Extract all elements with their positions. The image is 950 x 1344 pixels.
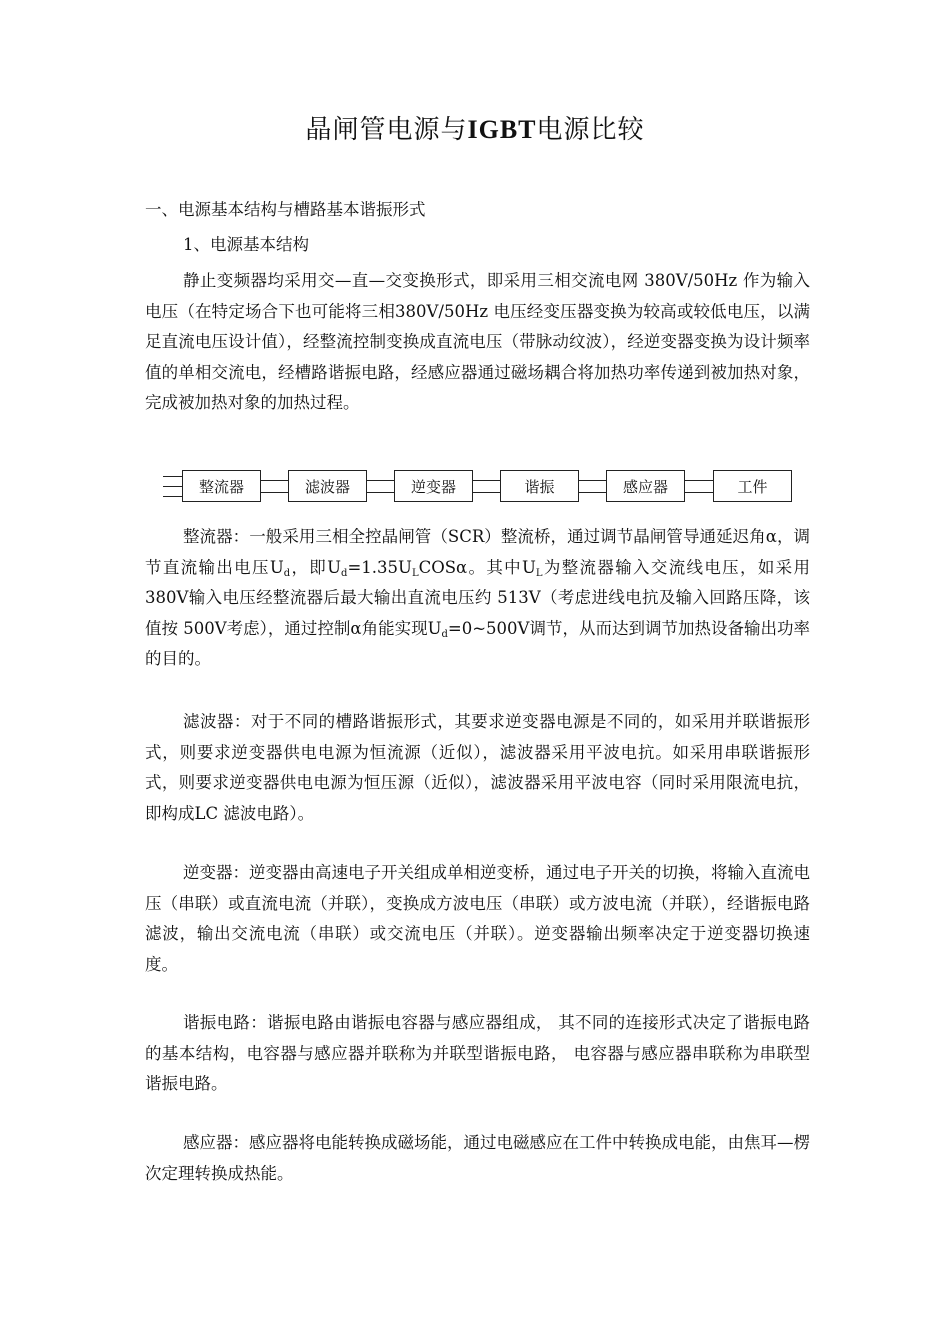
- block-label: 滤波器: [304, 477, 350, 496]
- filter-paragraph: 滤波器：对于不同的槽路谐振形式，其要求逆变器电源是不同的，如采用并联谐振形式，则要求逆变器供电电源为恒流源（近似），滤波器采用平波电抗。如采用串联谐振形式，则要求逆变器供电电源为恒压源（近似），滤波器采用平波电容（同时采用限流电抗，即构成LC 滤波电路）。: [145, 712, 810, 823]
- rectifier-paragraph: 整流器：一般采用三相全控晶闸管（SCR）整流桥，通过调节晶闸管导通延迟角α，调节直流输出电压$U_d$，即$U_d=1.35U_LCOS\alpha$。其中$U_L$为整流器输入交流线电压，如采用 380V输入电压经整流器后最大输出直流电压约 513V（考虑进线电抗及输入回路压降，该值按 500V考虑），通过控制α角能实现$U_d=0\sim 500V$调节，从而达到调节加热设备输出功率的目的。: [145, 527, 811, 668]
- resonance-paragraph: 谐振电路：谐振电路由谐振电容器与感应器组成， 其不同的连接形式决定了谐振电路的基本结构，电容器与感应器并联称为并联型谐振电路， 电容器与感应器串联称为串联型谐振电路。: [145, 1013, 810, 1093]
- block-filter: [288, 470, 367, 502]
- link-wire: [367, 492, 394, 493]
- block-label: 谐振: [524, 477, 555, 496]
- inductor-paragraph: 感应器：感应器将电能转换成磁场能，通过电磁感应在工件中转换成电能，由焦耳—楞次定理转换成热能。: [145, 1133, 810, 1183]
- inverter-paragraph: 逆变器：逆变器由高速电子开关组成单相逆变桥，通过电子开关的切换，将输入直流电压（串联）或直流电流（并联），变换成方波电压（串联）或方波电流（并联），经谐振电路滤波，输出交流电流（串联）或交流电压（并联）。逆变器输出频率决定于逆变器切换速度。: [145, 863, 810, 974]
- subsection-heading: 1、电源基本结构: [183, 235, 309, 254]
- link-wire: [261, 492, 288, 493]
- input-wire-2: [163, 486, 182, 487]
- title-part-2: 电源比较: [536, 115, 645, 145]
- intro-paragraph: 静止变频器均采用交—直—交变换形式，即采用三相交流电网 380V/50Hz 作为输入电压（在特定场合下也可能将三相380V/50Hz 电压经变压器变换为较高或较低电压，以满足直流电压设计值），经整流控制变换成直流电压（带脉动纹波），经逆变器变换为设计频率值的单相交流电，经槽路谐振电路，经感应器通过磁场耦合将加热功率传递到被加热对象，完成被加热对象的加热过程。: [145, 271, 810, 412]
- section-heading: 一、电源基本结构与槽路基本谐振形式: [145, 200, 426, 219]
- link-wire: [579, 480, 606, 481]
- block-diagram: [145, 466, 825, 510]
- link-wire: [579, 492, 606, 493]
- block-inverter: [394, 470, 473, 502]
- block-label: 感应器: [622, 477, 668, 496]
- block-workpiece: [713, 470, 792, 502]
- link-wire: [685, 492, 713, 493]
- block-label: 逆变器: [410, 477, 456, 496]
- block-resonance: [500, 470, 579, 502]
- page-title: [0, 110, 950, 150]
- block-rectifier: [182, 470, 261, 502]
- block-inductor: [606, 470, 685, 502]
- title-part-1: 晶闸管电源与: [305, 115, 468, 145]
- input-wire-1: [163, 476, 182, 477]
- link-wire: [685, 480, 713, 481]
- title-part-igbt: IGBT: [467, 115, 537, 144]
- input-wire-3: [163, 496, 182, 497]
- block-label: 整流器: [198, 477, 244, 496]
- block-label: 工件: [737, 477, 768, 496]
- link-wire: [367, 480, 394, 481]
- link-wire: [261, 480, 288, 481]
- link-wire: [473, 480, 500, 481]
- link-wire: [473, 492, 500, 493]
